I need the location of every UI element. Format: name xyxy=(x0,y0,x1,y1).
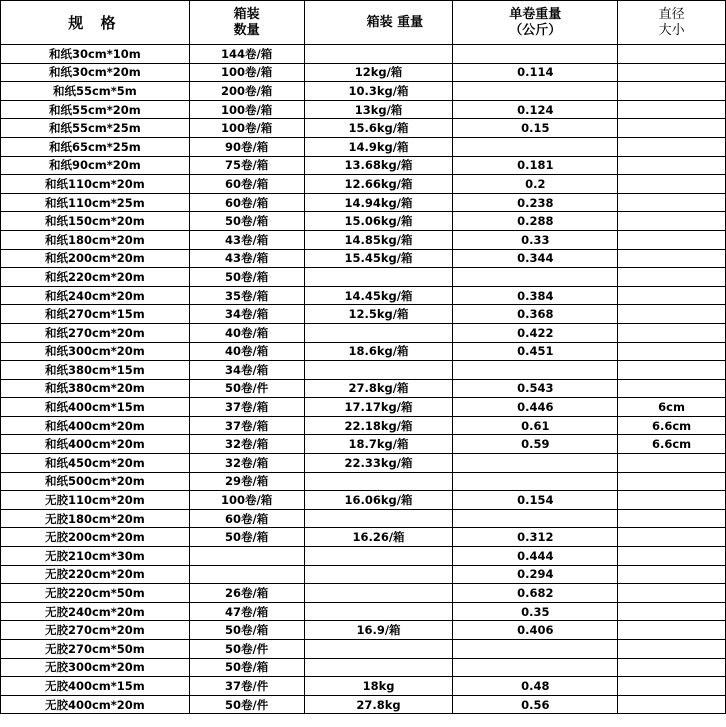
table-row xyxy=(1,45,726,64)
cell-unit-weight: 0.344 xyxy=(453,249,618,268)
header-diameter xyxy=(618,1,726,45)
table-row xyxy=(1,342,726,361)
table-row xyxy=(1,175,726,194)
cell-unit-weight: 0.422 xyxy=(453,323,618,342)
cell-spec: 和纸55cm*20m xyxy=(1,100,190,119)
cell-unit-weight: 0.294 xyxy=(453,565,618,584)
cell-diameter xyxy=(618,137,726,156)
cell-box-quantity: 37卷/箱 xyxy=(189,398,304,417)
cell-box-quantity: 43卷/箱 xyxy=(189,230,304,249)
cell-diameter: 6.6cm xyxy=(618,416,726,435)
cell-spec: 和纸90cm*20m xyxy=(1,156,190,175)
cell-spec: 和纸220cm*20m xyxy=(1,268,190,287)
cell-spec: 和纸300cm*20m xyxy=(1,342,190,361)
cell-box-weight: 18.7kg/箱 xyxy=(304,435,453,454)
table-row xyxy=(1,491,726,510)
header-unit-weight-line1: 单卷重量 xyxy=(509,6,562,22)
cell-box-weight: 16.26/箱 xyxy=(304,528,453,547)
cell-spec: 和纸240cm*20m xyxy=(1,286,190,305)
cell-diameter xyxy=(618,695,726,714)
table-row xyxy=(1,249,726,268)
table-row xyxy=(1,416,726,435)
cell-spec: 无胶270cm*50m xyxy=(1,640,190,659)
cell-spec: 无胶220cm*50m xyxy=(1,584,190,603)
cell-box-weight: 15.06kg/箱 xyxy=(304,212,453,231)
cell-spec: 无胶300cm*20m xyxy=(1,658,190,677)
cell-unit-weight: 0.59 xyxy=(453,435,618,454)
table-row xyxy=(1,305,726,324)
cell-box-quantity xyxy=(189,547,304,566)
cell-unit-weight xyxy=(453,361,618,380)
header-box-weight-wrap xyxy=(367,15,424,31)
table-row xyxy=(1,621,726,640)
cell-diameter xyxy=(618,361,726,380)
cell-box-weight xyxy=(304,602,453,621)
cell-spec: 无胶200cm*20m xyxy=(1,528,190,547)
cell-box-weight: 14.94kg/箱 xyxy=(304,193,453,212)
cell-box-weight xyxy=(304,509,453,528)
cell-box-weight: 12.66kg/箱 xyxy=(304,175,453,194)
cell-box-weight xyxy=(304,584,453,603)
table-row xyxy=(1,398,726,417)
cell-spec: 和纸30cm*10m xyxy=(1,45,190,64)
cell-box-quantity: 100卷/箱 xyxy=(189,100,304,119)
table-row xyxy=(1,156,726,175)
cell-diameter xyxy=(618,454,726,473)
table-row xyxy=(1,137,726,156)
cell-box-weight: 12kg/箱 xyxy=(304,63,453,82)
cell-spec: 无胶400cm*15m xyxy=(1,677,190,696)
header-box-weight-line1: 箱装 xyxy=(366,14,393,30)
table-row xyxy=(1,100,726,119)
cell-box-quantity: 34卷/箱 xyxy=(189,305,304,324)
cell-diameter xyxy=(618,100,726,119)
cell-spec: 和纸400cm*20m xyxy=(1,435,190,454)
cell-diameter xyxy=(618,45,726,64)
cell-box-quantity: 100卷/箱 xyxy=(189,63,304,82)
cell-box-quantity: 100卷/箱 xyxy=(189,491,304,510)
cell-diameter xyxy=(618,156,726,175)
cell-diameter: 6.6cm xyxy=(618,435,726,454)
cell-box-weight: 15.45kg/箱 xyxy=(304,249,453,268)
cell-diameter xyxy=(618,249,726,268)
cell-unit-weight: 0.444 xyxy=(453,547,618,566)
cell-box-quantity: 32卷/箱 xyxy=(189,454,304,473)
cell-diameter xyxy=(618,584,726,603)
header-unit-weight xyxy=(453,1,618,45)
cell-diameter xyxy=(618,268,726,287)
cell-box-quantity: 60卷/箱 xyxy=(189,193,304,212)
cell-spec: 和纸55cm*25m xyxy=(1,119,190,138)
cell-unit-weight: 0.2 xyxy=(453,175,618,194)
cell-diameter xyxy=(618,63,726,82)
cell-spec: 和纸110cm*20m xyxy=(1,175,190,194)
header-spec: 规 格 xyxy=(1,1,190,45)
cell-box-quantity: 26卷/箱 xyxy=(189,584,304,603)
cell-spec: 和纸270cm*15m xyxy=(1,305,190,324)
cell-box-quantity: 90卷/箱 xyxy=(189,137,304,156)
table-row xyxy=(1,695,726,714)
table-row xyxy=(1,584,726,603)
cell-unit-weight: 0.61 xyxy=(453,416,618,435)
cell-box-weight xyxy=(304,323,453,342)
cell-box-weight: 12.5kg/箱 xyxy=(304,305,453,324)
table-row xyxy=(1,82,726,101)
cell-box-weight: 13.68kg/箱 xyxy=(304,156,453,175)
cell-box-quantity: 50卷/箱 xyxy=(189,658,304,677)
cell-spec: 和纸400cm*15m xyxy=(1,398,190,417)
table-row xyxy=(1,509,726,528)
cell-box-weight: 14.85kg/箱 xyxy=(304,230,453,249)
cell-box-weight: 17.17kg/箱 xyxy=(304,398,453,417)
cell-diameter xyxy=(618,491,726,510)
cell-unit-weight: 0.288 xyxy=(453,212,618,231)
cell-unit-weight: 0.15 xyxy=(453,119,618,138)
table-row xyxy=(1,286,726,305)
table-row xyxy=(1,602,726,621)
cell-box-quantity: 50卷/箱 xyxy=(189,621,304,640)
table-row xyxy=(1,379,726,398)
cell-spec: 无胶210cm*30m xyxy=(1,547,190,566)
cell-unit-weight: 0.33 xyxy=(453,230,618,249)
cell-box-quantity: 37卷/件 xyxy=(189,677,304,696)
cell-unit-weight: 0.48 xyxy=(453,677,618,696)
cell-spec: 和纸110cm*25m xyxy=(1,193,190,212)
cell-unit-weight: 0.682 xyxy=(453,584,618,603)
cell-diameter xyxy=(618,528,726,547)
cell-box-quantity: 60卷/箱 xyxy=(189,175,304,194)
cell-unit-weight: 0.238 xyxy=(453,193,618,212)
cell-diameter xyxy=(618,82,726,101)
cell-diameter xyxy=(618,212,726,231)
cell-unit-weight xyxy=(453,137,618,156)
header-unit-weight-line2: （公斤） xyxy=(509,22,562,38)
header-box-quantity-line1: 箱装 xyxy=(233,6,260,22)
table-row xyxy=(1,268,726,287)
cell-diameter xyxy=(618,305,726,324)
header-box-weight-line2: 重量 xyxy=(397,14,424,30)
table-row xyxy=(1,528,726,547)
cell-box-weight: 18.6kg/箱 xyxy=(304,342,453,361)
cell-box-quantity: 60卷/箱 xyxy=(189,509,304,528)
cell-unit-weight xyxy=(453,454,618,473)
cell-unit-weight xyxy=(453,45,618,64)
cell-diameter xyxy=(618,379,726,398)
cell-box-weight: 27.8kg/箱 xyxy=(304,379,453,398)
table-row xyxy=(1,361,726,380)
cell-unit-weight: 0.124 xyxy=(453,100,618,119)
cell-unit-weight: 0.368 xyxy=(453,305,618,324)
table-row xyxy=(1,435,726,454)
header-box-quantity-line2: 数量 xyxy=(233,22,260,38)
header-box-quantity xyxy=(189,1,304,45)
cell-box-weight xyxy=(304,45,453,64)
cell-box-weight: 18kg xyxy=(304,677,453,696)
cell-diameter xyxy=(618,230,726,249)
table-row xyxy=(1,640,726,659)
cell-diameter xyxy=(618,342,726,361)
cell-diameter xyxy=(618,119,726,138)
cell-diameter xyxy=(618,547,726,566)
cell-box-weight: 14.45kg/箱 xyxy=(304,286,453,305)
cell-box-quantity: 50卷/件 xyxy=(189,695,304,714)
cell-box-weight xyxy=(304,268,453,287)
cell-box-quantity: 100卷/箱 xyxy=(189,119,304,138)
cell-box-quantity: 43卷/箱 xyxy=(189,249,304,268)
cell-diameter xyxy=(618,677,726,696)
header-row xyxy=(1,1,726,45)
cell-box-quantity: 34卷/箱 xyxy=(189,361,304,380)
cell-spec: 无胶110cm*20m xyxy=(1,491,190,510)
cell-box-quantity: 35卷/箱 xyxy=(189,286,304,305)
cell-spec: 和纸30cm*20m xyxy=(1,63,190,82)
header-diameter-line2: 大小 xyxy=(658,22,685,38)
cell-box-weight xyxy=(304,565,453,584)
header-box-weight xyxy=(304,1,453,45)
cell-diameter xyxy=(618,193,726,212)
cell-diameter xyxy=(618,602,726,621)
cell-box-weight xyxy=(304,472,453,491)
cell-unit-weight xyxy=(453,472,618,491)
table-row xyxy=(1,119,726,138)
cell-box-quantity: 37卷/箱 xyxy=(189,416,304,435)
cell-spec: 和纸200cm*20m xyxy=(1,249,190,268)
table-row xyxy=(1,547,726,566)
cell-spec: 和纸400cm*20m xyxy=(1,416,190,435)
cell-spec: 和纸150cm*20m xyxy=(1,212,190,231)
table-row xyxy=(1,63,726,82)
cell-diameter: 6cm xyxy=(618,398,726,417)
cell-spec: 和纸65cm*25m xyxy=(1,137,190,156)
cell-box-quantity: 50卷/箱 xyxy=(189,268,304,287)
table-row xyxy=(1,454,726,473)
cell-unit-weight: 0.451 xyxy=(453,342,618,361)
cell-diameter xyxy=(618,509,726,528)
cell-box-weight: 14.9kg/箱 xyxy=(304,137,453,156)
cell-box-weight: 27.8kg xyxy=(304,695,453,714)
cell-diameter xyxy=(618,621,726,640)
cell-box-quantity: 29卷/箱 xyxy=(189,472,304,491)
cell-diameter xyxy=(618,640,726,659)
cell-box-weight: 15.6kg/箱 xyxy=(304,119,453,138)
table-row xyxy=(1,658,726,677)
table-row xyxy=(1,677,726,696)
cell-box-quantity: 47卷/箱 xyxy=(189,602,304,621)
cell-box-quantity: 75卷/箱 xyxy=(189,156,304,175)
cell-box-quantity: 144卷/箱 xyxy=(189,45,304,64)
cell-unit-weight: 0.312 xyxy=(453,528,618,547)
cell-box-weight xyxy=(304,658,453,677)
cell-box-weight xyxy=(304,547,453,566)
cell-diameter xyxy=(618,175,726,194)
cell-spec: 和纸180cm*20m xyxy=(1,230,190,249)
cell-box-weight: 10.3kg/箱 xyxy=(304,82,453,101)
cell-spec: 和纸500cm*20m xyxy=(1,472,190,491)
table-row xyxy=(1,230,726,249)
cell-box-weight: 22.18kg/箱 xyxy=(304,416,453,435)
cell-unit-weight: 0.154 xyxy=(453,491,618,510)
cell-box-quantity: 32卷/箱 xyxy=(189,435,304,454)
cell-diameter xyxy=(618,658,726,677)
cell-box-quantity: 40卷/箱 xyxy=(189,342,304,361)
cell-diameter xyxy=(618,472,726,491)
cell-spec: 无胶270cm*20m xyxy=(1,621,190,640)
cell-unit-weight xyxy=(453,82,618,101)
cell-unit-weight xyxy=(453,658,618,677)
cell-spec: 和纸380cm*20m xyxy=(1,379,190,398)
cell-box-weight: 22.33kg/箱 xyxy=(304,454,453,473)
cell-unit-weight: 0.114 xyxy=(453,63,618,82)
table-row xyxy=(1,212,726,231)
cell-spec: 无胶220cm*20m xyxy=(1,565,190,584)
table-row xyxy=(1,323,726,342)
cell-box-quantity: 50卷/件 xyxy=(189,640,304,659)
cell-box-weight: 16.9/箱 xyxy=(304,621,453,640)
cell-box-weight: 16.06kg/箱 xyxy=(304,491,453,510)
cell-unit-weight: 0.384 xyxy=(453,286,618,305)
cell-box-quantity: 50卷/箱 xyxy=(189,212,304,231)
header-diameter-line1: 直径 xyxy=(658,6,685,22)
cell-spec: 和纸380cm*15m xyxy=(1,361,190,380)
cell-box-weight xyxy=(304,361,453,380)
cell-box-quantity: 50卷/件 xyxy=(189,379,304,398)
table-row xyxy=(1,472,726,491)
cell-box-quantity xyxy=(189,565,304,584)
cell-box-quantity: 200卷/箱 xyxy=(189,82,304,101)
table-body xyxy=(1,45,726,714)
cell-unit-weight: 0.406 xyxy=(453,621,618,640)
cell-box-quantity: 40卷/箱 xyxy=(189,323,304,342)
table-row xyxy=(1,193,726,212)
table-row xyxy=(1,565,726,584)
cell-unit-weight: 0.543 xyxy=(453,379,618,398)
cell-unit-weight: 0.56 xyxy=(453,695,618,714)
cell-spec: 和纸270cm*20m xyxy=(1,323,190,342)
cell-diameter xyxy=(618,286,726,305)
cell-spec: 无胶400cm*20m xyxy=(1,695,190,714)
cell-box-weight xyxy=(304,640,453,659)
cell-diameter xyxy=(618,565,726,584)
cell-diameter xyxy=(618,323,726,342)
cell-spec: 无胶240cm*20m xyxy=(1,602,190,621)
cell-unit-weight: 0.181 xyxy=(453,156,618,175)
cell-unit-weight xyxy=(453,268,618,287)
cell-unit-weight: 0.446 xyxy=(453,398,618,417)
cell-box-quantity: 50卷/箱 xyxy=(189,528,304,547)
cell-unit-weight: 0.35 xyxy=(453,602,618,621)
cell-unit-weight xyxy=(453,509,618,528)
cell-spec: 和纸450cm*20m xyxy=(1,454,190,473)
cell-spec: 无胶180cm*20m xyxy=(1,509,190,528)
cell-spec: 和纸55cm*5m xyxy=(1,82,190,101)
cell-box-weight: 13kg/箱 xyxy=(304,100,453,119)
cell-unit-weight xyxy=(453,640,618,659)
